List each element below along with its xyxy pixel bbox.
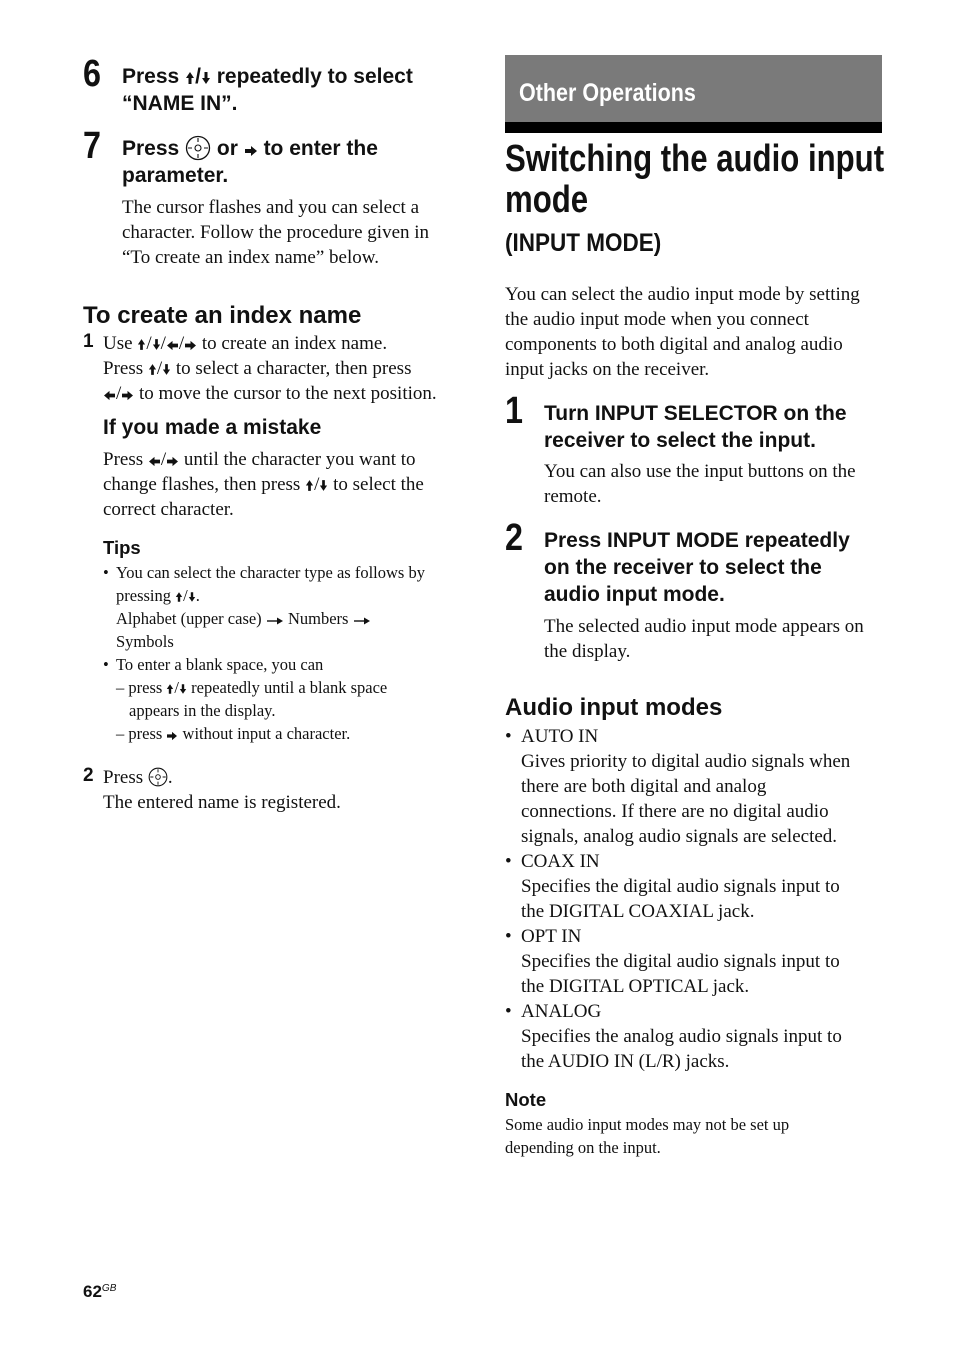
arrow-down-icon bbox=[188, 591, 196, 603]
step-7-heading: Press or to enter the parameter. bbox=[122, 135, 482, 189]
step-7-heading-line2: parameter. bbox=[122, 164, 229, 187]
sequence-arrow-icon bbox=[266, 616, 284, 626]
list-item: • COAX IN Specifies the digital audio signals input to the DIGITAL COAXIAL jack. bbox=[505, 851, 840, 922]
create-index-heading: To create an index name bbox=[83, 302, 362, 329]
step-7-body: The cursor flashes and you can select a character. Follow the procedure given in “To create an index name” below. bbox=[122, 197, 430, 268]
audio-modes-list bbox=[505, 724, 890, 1074]
sequence-arrow-icon bbox=[353, 616, 371, 626]
arrow-left-icon bbox=[103, 390, 116, 401]
list-item: • AUTO IN Gives priority to digital audio signals when there are both digital and analog connections. If there are no digital audio signals, analog audio signals are selected. bbox=[505, 726, 851, 847]
step-2-heading: Press INPUT MODE repeatedly on the receiver to select the audio input mode. bbox=[544, 529, 850, 606]
step-6-heading: Press / repeatedly to select “NAME IN”. bbox=[122, 63, 482, 117]
arrow-right-icon bbox=[166, 456, 179, 467]
arrow-right-icon bbox=[184, 340, 197, 351]
arrow-up-icon bbox=[166, 683, 174, 695]
arrow-down-icon bbox=[152, 338, 161, 351]
list-item: • OPT IN Specifies the digital audio signals input to the DIGITAL OPTICAL jack. bbox=[505, 926, 840, 997]
tips-list: • You can select the character type as follows by pressing / . Alphabet (upper case) Numbers Symbols • To enter a blank space, you can – press / repeatedly until a blank space appears in the display. – press without input a character. bbox=[103, 561, 473, 745]
tips-heading: Tips bbox=[103, 537, 141, 558]
enter-button-icon bbox=[185, 135, 211, 161]
note-body: Some audio input modes may not be set up depending on the input. bbox=[505, 1115, 790, 1157]
arrow-down-icon bbox=[179, 683, 187, 695]
create-item-2-text: Press . The entered name is registered. bbox=[103, 767, 341, 813]
step-6-number: 6 bbox=[83, 53, 101, 95]
arrow-up-icon bbox=[175, 591, 183, 603]
arrow-left-icon bbox=[148, 456, 161, 467]
section-banner bbox=[505, 55, 882, 133]
arrow-down-icon bbox=[201, 71, 211, 85]
arrow-left-icon bbox=[166, 340, 179, 351]
step-6-heading-line2: “NAME IN”. bbox=[122, 92, 238, 115]
create-item-1-text: Use / / / to create an index name. Press / to select a character, then press / to move the cursor to the next position. bbox=[103, 333, 437, 404]
arrow-up-icon bbox=[305, 479, 314, 492]
step-7-number: 7 bbox=[83, 125, 101, 167]
arrow-down-icon bbox=[319, 479, 328, 492]
arrow-up-icon bbox=[185, 71, 195, 85]
page-subtitle: (INPUT MODE) bbox=[505, 229, 662, 257]
arrow-down-icon bbox=[162, 363, 171, 376]
step-1-body: You can also use the input buttons on the remote. bbox=[544, 461, 856, 507]
mistake-body: Press / until the character you want to change flashes, then press / to select the correct character. bbox=[103, 449, 424, 520]
page-number: $62^{GB}$ bbox=[83, 1282, 117, 1301]
arrow-up-icon bbox=[137, 338, 146, 351]
page-title: Switching the audio input mode bbox=[505, 138, 885, 221]
note-heading: Note bbox=[505, 1089, 547, 1110]
mistake-heading: If you made a mistake bbox=[103, 416, 322, 439]
tip-1: • You can select the character type as follows by bbox=[103, 563, 425, 582]
enter-button-icon bbox=[148, 767, 168, 787]
arrow-right-icon bbox=[244, 145, 258, 157]
audio-modes-heading: Audio input modes bbox=[505, 694, 723, 721]
section-banner-label: Other Operations bbox=[519, 79, 696, 107]
create-item-1-number: 1 bbox=[83, 331, 94, 352]
step-1-number: 1 bbox=[505, 390, 523, 432]
step-1-heading: Turn INPUT SELECTOR on the receiver to select the input. bbox=[544, 402, 847, 452]
step-2-body: The selected audio input mode appears on the display. bbox=[544, 616, 864, 662]
create-item-2-number: 2 bbox=[83, 765, 94, 786]
list-item: • ANALOG Specifies the analog audio signals input to the AUDIO IN (L/R) jacks. bbox=[505, 1001, 842, 1072]
arrow-right-icon bbox=[166, 731, 178, 741]
intro-paragraph: You can select the audio input mode by setting the audio input mode when you connect components to both digital and analog audio input jacks on the receiver. bbox=[505, 284, 860, 380]
step-2-number: 2 bbox=[505, 517, 523, 559]
tip-2: • To enter a blank space, you can bbox=[103, 655, 324, 674]
arrow-up-icon bbox=[148, 363, 157, 376]
arrow-right-icon bbox=[121, 390, 134, 401]
